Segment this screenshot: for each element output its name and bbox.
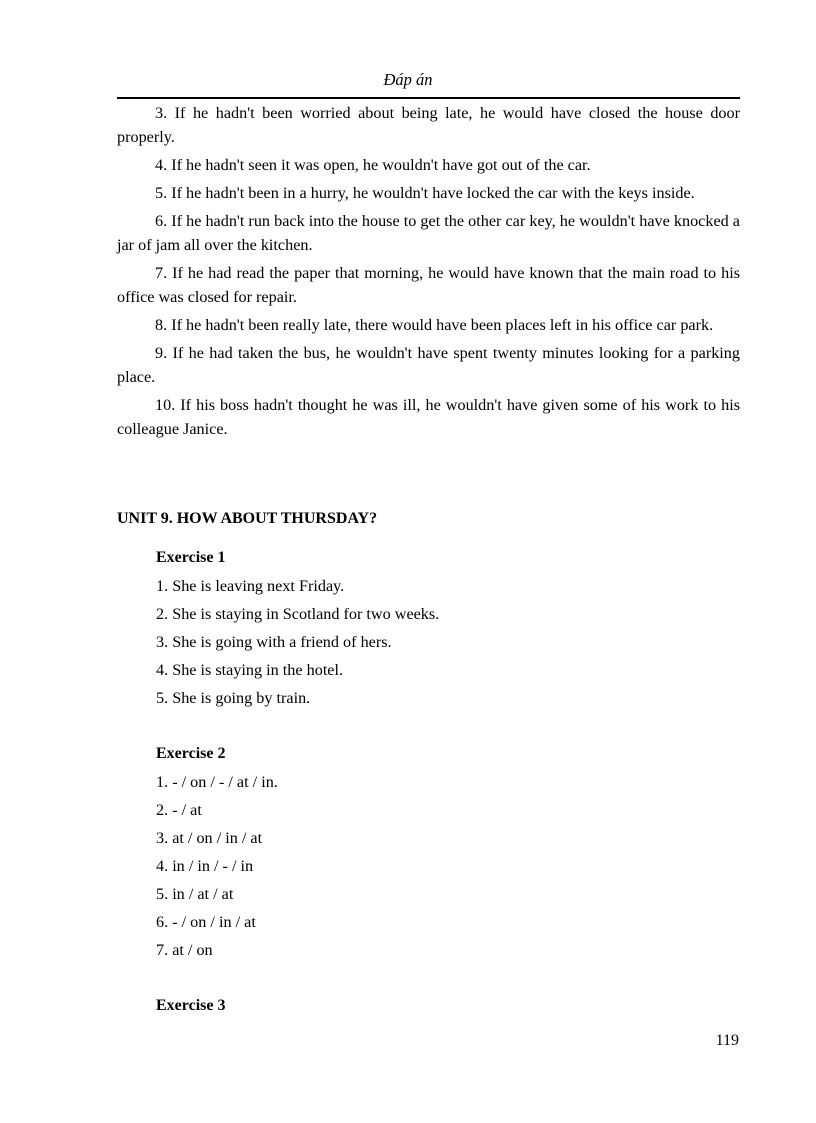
exercise-1-section [156, 544, 740, 712]
exercise-title: Exercise 2 [156, 745, 226, 762]
answer-item: 7. at / on [156, 941, 213, 959]
answer-item: 2. She is staying in Scotland for two weeks. [156, 605, 440, 623]
exercise-title: Exercise 3 [156, 997, 226, 1014]
answer-paragraph: 7. If he had read the paper that morning, he would have known that the main road to his office was closed for repair. [117, 264, 740, 306]
answer-paragraphs [117, 101, 740, 445]
answer-item: 4. She is staying in the hotel. [156, 661, 344, 679]
answer-item: 4. in / in / - / in [156, 857, 254, 875]
answer-paragraph: 10. If his boss hadn't thought he was ill, he wouldn't have given some of his work to his colleague Janice. [117, 396, 740, 438]
answer-item: 3. She is going with a friend of hers. [156, 633, 392, 651]
answer-paragraph: 6. If he hadn't run back into the house to get the other car key, he wouldn't have knocked a jar of jam all over the kitchen. [117, 212, 740, 254]
answer-paragraph: 3. If he hadn't been worried about being late, he would have closed the house door properly. [117, 104, 740, 146]
answer-item: 3. at / on / in / at [156, 829, 263, 847]
answer-item: 6. - / on / in / at [156, 913, 256, 931]
answer-item: 5. She is going by train. [156, 689, 311, 707]
page-number: 119 [715, 1032, 739, 1049]
answer-item: 2. - / at [156, 801, 202, 819]
unit-heading: UNIT 9. HOW ABOUT THURSDAY? [117, 510, 378, 527]
page-header-title: Đáp án [383, 70, 433, 89]
answer-paragraph: 5. If he hadn't been in a hurry, he wouldn't have locked the car with the keys inside. [155, 184, 695, 202]
answer-item: 5. in / at / at [156, 885, 234, 903]
exercise-2-section [156, 740, 740, 964]
answer-item: 1. She is leaving next Friday. [156, 577, 345, 595]
answer-paragraph: 4. If he hadn't seen it was open, he wouldn't have got out of the car. [155, 156, 591, 174]
header-divider [117, 97, 740, 99]
answer-paragraph: 9. If he had taken the bus, he wouldn't have spent twenty minutes looking for a parking place. [117, 344, 740, 386]
exercise-3-section [156, 992, 740, 1020]
answer-paragraph: 8. If he hadn't been really late, there would have been places left in his office car park. [155, 316, 714, 334]
exercise-title: Exercise 1 [156, 549, 226, 566]
answer-item: 1. - / on / - / at / in. [156, 773, 278, 791]
